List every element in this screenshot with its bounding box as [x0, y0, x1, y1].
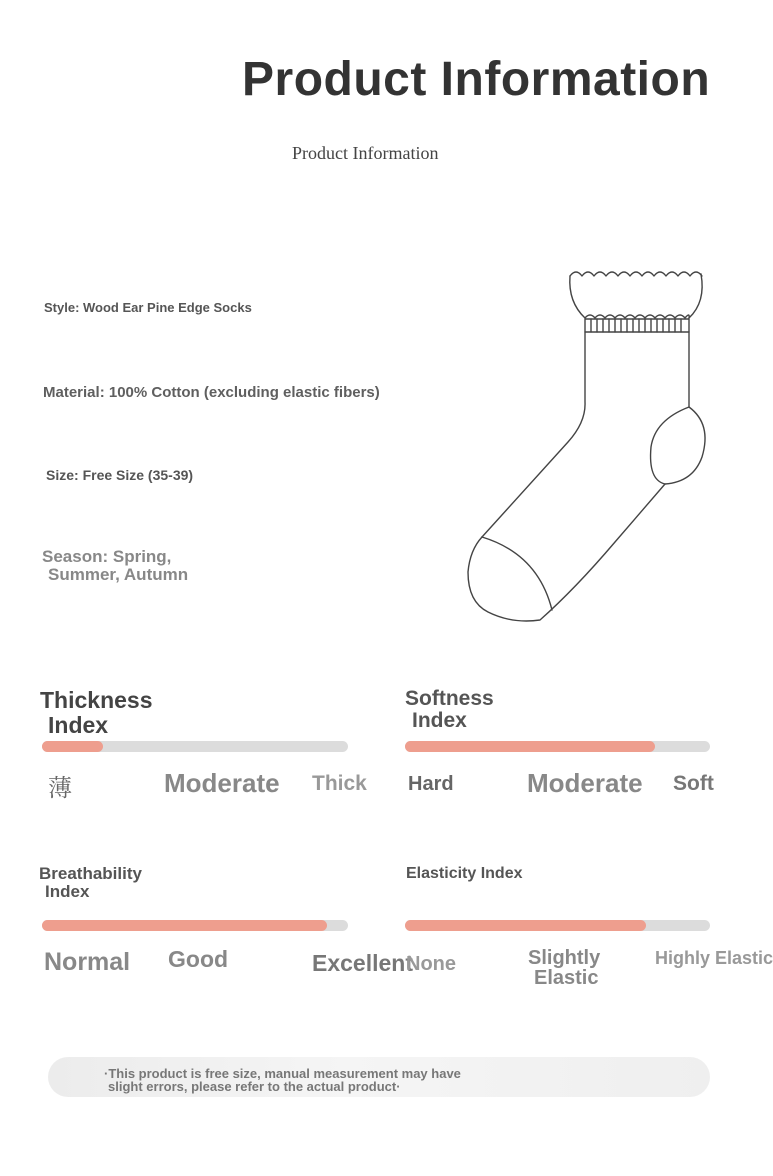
breathability-title-line1: Breathability: [39, 864, 142, 883]
thickness-label-mid: Moderate: [164, 768, 280, 798]
spec-size: Size: Free Size (35-39): [46, 467, 194, 483]
breathability-label-high: Excellent: [312, 950, 413, 976]
softness-title-line2: Index: [412, 709, 467, 732]
thickness-bar: [42, 741, 348, 752]
breathability-index-title: [39, 865, 142, 901]
thickness-title-line1: Thickness: [40, 687, 153, 713]
spec-season-line2: Summer, Autumn: [48, 565, 189, 584]
elasticity-label-mid-line2: Elastic: [534, 967, 599, 989]
page-subtitle: Product Information: [292, 143, 439, 163]
softness-index-title: [405, 688, 494, 732]
breathability-bar: [42, 920, 348, 931]
elasticity-bar-fill: [405, 920, 646, 931]
softness-title-line1: Softness: [405, 687, 494, 710]
thickness-index-title: [40, 688, 153, 738]
spec-season: [42, 548, 188, 584]
elasticity-bar: [405, 920, 710, 931]
sock-icon: [460, 262, 720, 632]
softness-label-low: Hard: [408, 773, 454, 795]
elasticity-label-mid: [528, 948, 600, 988]
softness-bar-fill: [405, 741, 655, 752]
breathability-bar-fill: [42, 920, 327, 931]
disclaimer-text: [104, 1067, 461, 1093]
page-title: Product Information: [242, 53, 711, 106]
elasticity-label-low: None: [406, 953, 456, 975]
thickness-label-low: 薄: [48, 774, 72, 802]
softness-bar: [405, 741, 710, 752]
thickness-bar-fill: [42, 741, 103, 752]
elasticity-label-mid-line1: Slightly: [528, 947, 601, 969]
spec-season-line1: Season: Spring,: [42, 547, 172, 566]
thickness-label-high: Thick: [312, 772, 367, 795]
spec-style: Style: Wood Ear Pine Edge Socks: [44, 300, 252, 315]
disclaimer-line1: ·This product is free size, manual measurement may have: [104, 1066, 461, 1081]
elasticity-label-high: Highly Elastic: [655, 948, 773, 968]
elasticity-index-title: Elasticity Index: [406, 865, 523, 882]
breathability-label-mid: Good: [168, 946, 229, 972]
disclaimer-line2: slight errors, please refer to the actual product·: [108, 1079, 401, 1094]
softness-label-high: Soft: [673, 772, 714, 795]
breathability-title-line2: Index: [45, 882, 90, 901]
thickness-title-line2: Index: [48, 712, 109, 738]
softness-label-mid: Moderate: [527, 768, 643, 798]
spec-material: Material: 100% Cotton (excluding elastic fibers): [43, 384, 380, 401]
breathability-label-low: Normal: [44, 948, 131, 976]
